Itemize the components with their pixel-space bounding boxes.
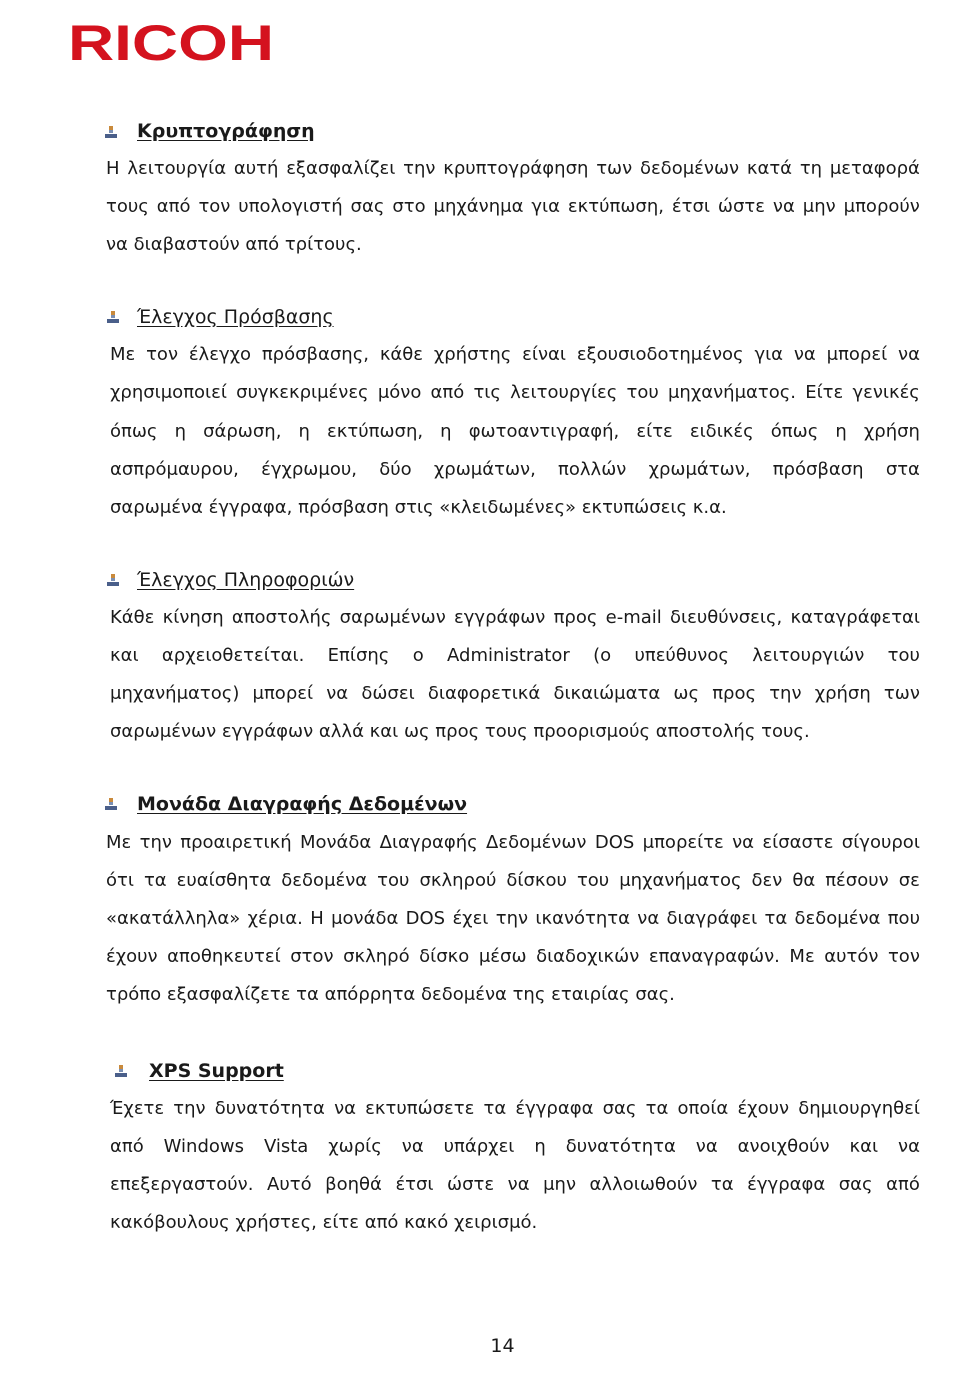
word: συγκεκριμένες (236, 382, 369, 403)
word: για (531, 196, 560, 217)
word: ο (412, 645, 424, 666)
word: έτσι (395, 1174, 434, 1195)
paragraph-line (110, 1097, 920, 1121)
word: από (156, 196, 191, 217)
word: για (754, 344, 784, 365)
word: η (835, 421, 847, 442)
word: διευθύνσεις, (670, 607, 783, 628)
word: μην (543, 1174, 577, 1195)
word: Έχετε (110, 1098, 165, 1119)
word: ευαίσθητα (176, 870, 272, 891)
word: DOS (594, 832, 635, 853)
word: ώστε (717, 196, 765, 217)
word: Διαγραφής (379, 832, 478, 853)
bullet-icon (104, 798, 118, 812)
word: των (596, 158, 633, 179)
section-heading: Μονάδα Διαγραφής Δεδομένων (137, 793, 468, 815)
word: να (732, 832, 755, 853)
word: λειτουργία (127, 158, 227, 179)
paragraph-line (110, 458, 920, 482)
word: τα (143, 870, 167, 891)
word: πέσουν (825, 870, 889, 891)
word: αυτόν (824, 946, 879, 967)
word: προς (553, 607, 598, 628)
word: είτε (636, 421, 673, 442)
word: του (377, 870, 410, 891)
word: μεταφορά (829, 158, 920, 179)
word: δυνατότητα (565, 1136, 676, 1157)
word: κάθε (379, 344, 424, 365)
word: να (326, 683, 349, 704)
word: αυτή (233, 158, 279, 179)
word: μην (802, 196, 836, 217)
word: όπως (110, 421, 158, 442)
word: ως (673, 683, 700, 704)
word: σκληρό (343, 946, 410, 967)
word: χέρια. (247, 908, 303, 929)
word: να (401, 1136, 424, 1157)
word: Η (310, 908, 324, 929)
word: σας (602, 1098, 637, 1119)
word: στο (392, 196, 426, 217)
word: χρήση (814, 683, 871, 704)
paragraph-line (106, 907, 920, 931)
word: κίνηση (162, 607, 224, 628)
word: διαδοχικών (536, 946, 640, 967)
word: Δεδομένων (486, 832, 587, 853)
word: δεδομένων (639, 158, 740, 179)
word: (ο (593, 645, 612, 666)
word: προαιρετική (180, 832, 292, 853)
paragraph-line (110, 1135, 920, 1159)
word: η (174, 421, 187, 442)
paragraph-line (110, 1173, 920, 1197)
word: μέσω (478, 946, 527, 967)
word: Μονάδα (299, 832, 372, 853)
word: χρωμάτων, (433, 459, 536, 480)
word: οποία (677, 1098, 729, 1119)
word: την (139, 832, 172, 853)
paragraph-line (110, 682, 920, 706)
paragraph-line (106, 195, 920, 219)
word: μπορεί (252, 683, 314, 704)
word: Με (110, 344, 136, 365)
word: δεδομένα (281, 870, 368, 891)
word: χρησιμοποιεί (110, 382, 227, 403)
word: έχουν (737, 1098, 790, 1119)
word: μηχάνημα (433, 196, 524, 217)
word: η (440, 421, 452, 442)
word: η (534, 1136, 546, 1157)
word: δυνατότητα (214, 1098, 325, 1119)
word: εξουσιοδοτημένος (576, 344, 744, 365)
word: διαγράφει (666, 908, 758, 929)
word: μηχανήματος. (667, 382, 797, 403)
word: δεν (751, 870, 783, 891)
word: του (626, 382, 659, 403)
word: χρήση (863, 421, 920, 442)
word: σάρωση, (203, 421, 282, 442)
word: επαναγραφών. (648, 946, 780, 967)
word: από (886, 1174, 920, 1195)
ricoh-logo-mark (68, 14, 278, 74)
word: πολλών (558, 459, 627, 480)
paragraph-line: σαρωμένων εγγράφων αλλά και ως προς τους προορισμούς αποστολής τους. (110, 721, 810, 742)
word: μονάδα (331, 908, 399, 929)
word: Administrator (447, 645, 570, 666)
bullet-icon (114, 1065, 128, 1079)
word: τον (887, 946, 920, 967)
word: στον (290, 946, 334, 967)
word: έγγραφα (747, 1174, 826, 1195)
word: καταγράφεται (790, 607, 920, 628)
paragraph-line (106, 831, 920, 855)
ricoh-logo-text: RICOH (68, 15, 274, 71)
paragraph-line: σαρωμένα έγγραφα, πρόσβαση στις «κλειδωμένες» εκτυπώσεις κ.α. (110, 497, 727, 518)
word: υπάρχει (443, 1136, 515, 1157)
paragraph-line (110, 606, 920, 630)
section-heading: XPS Support (149, 1060, 284, 1082)
word: τα (645, 1098, 669, 1119)
word: εγγράφων (454, 607, 546, 628)
bullet-icon (104, 126, 118, 140)
word: και (110, 645, 139, 666)
word: η (298, 421, 310, 442)
word: σε (898, 870, 920, 891)
word: την (495, 908, 529, 929)
word: Windows (163, 1136, 245, 1157)
word: να (507, 1174, 530, 1195)
word: να (898, 1136, 920, 1157)
word: επεξεργαστούν. (110, 1174, 254, 1195)
word: τα (710, 1174, 734, 1195)
word: εκτύπωση, (327, 421, 424, 442)
word: τα (483, 1098, 507, 1119)
word: μπορείτε (642, 832, 724, 853)
word: δικαιώματα (553, 683, 661, 704)
word: μπορεί (826, 344, 888, 365)
paragraph-line: να διαβαστούν από τρίτους. (106, 234, 362, 255)
word: όπως (770, 421, 819, 442)
word: στα (885, 459, 920, 480)
word: να (898, 344, 920, 365)
word: λειτουργίες (510, 382, 618, 403)
word: από (110, 1136, 144, 1157)
paragraph-line (110, 420, 920, 444)
word: έτσι (671, 196, 710, 217)
word: αποστολής (231, 607, 332, 628)
word: πρόσβασης, (261, 344, 369, 365)
word: να (695, 1136, 718, 1157)
word: τη (799, 158, 823, 179)
word: βοηθά (325, 1174, 382, 1195)
bullet-icon (106, 311, 120, 325)
word: υπολογιστή (238, 196, 343, 217)
word: εκτύπωση, (567, 196, 664, 217)
word: κατά (746, 158, 793, 179)
word: δίσκο (419, 946, 470, 967)
section-heading: Έλεγχος Πρόσβασης (137, 306, 334, 328)
word: έγγραφα (515, 1098, 594, 1119)
word: αρχειοθετείται. (161, 645, 305, 666)
paragraph-line (106, 869, 920, 893)
word: κρυπτογράφηση (443, 158, 589, 179)
paragraph-line (106, 157, 920, 181)
section-heading: Έλεγχος Πληροφοριών (137, 569, 355, 591)
word: του (576, 870, 610, 891)
word: που (887, 908, 920, 929)
word: Με (106, 832, 132, 853)
word: θα (792, 870, 816, 891)
word: είναι (522, 344, 566, 365)
word: υπεύθυνος (634, 645, 729, 666)
word: χρήστης (433, 344, 512, 365)
word: φωτοαντιγραφή, (468, 421, 620, 442)
word: e-mail (605, 607, 662, 628)
word: Αυτό (267, 1174, 312, 1195)
word: Vista (263, 1136, 309, 1157)
word: μηχανήματος (619, 870, 742, 891)
word: των (883, 683, 920, 704)
word: Επίσης (327, 645, 390, 666)
word: λειτουργιών (752, 645, 865, 666)
word: έγχρωμου, (261, 459, 357, 480)
word: διαφορετικά (427, 683, 541, 704)
word: πρόσβαση (772, 459, 864, 480)
word: την (769, 683, 802, 704)
word: σας (838, 1174, 873, 1195)
word: εκτυπώσετε (365, 1098, 475, 1119)
word: να (334, 1098, 356, 1119)
paragraph-line: κακόβουλους χρήστες, είτε από κακό χειρισμό. (110, 1212, 538, 1233)
word: γενικές (852, 382, 920, 403)
word: ικανότητα (535, 908, 630, 929)
ricoh-logo (68, 14, 278, 74)
word: τους (106, 196, 149, 217)
paragraph-line (110, 343, 920, 367)
word: την (403, 158, 436, 179)
word: αλλοιωθούν (589, 1174, 698, 1195)
word: μηχανήματος) (110, 683, 240, 704)
paragraph-line (110, 381, 920, 405)
bullet-icon (106, 574, 120, 588)
word: δύο (379, 459, 412, 480)
word: να (637, 908, 660, 929)
page-number: 14 (490, 1335, 515, 1357)
word: δίσκου (506, 870, 567, 891)
word: Κάθε (110, 607, 155, 628)
word: να (772, 196, 795, 217)
word: Είτε (805, 382, 844, 403)
word: τα (764, 908, 788, 929)
word: μπορούν (843, 196, 920, 217)
word: δεδομένα (794, 908, 881, 929)
word: χωρίς (328, 1136, 382, 1157)
word: τον (146, 344, 178, 365)
word: σαρωμένων (339, 607, 446, 628)
word: DOS (405, 908, 446, 929)
word: Με (789, 946, 815, 967)
word: σκληρού (419, 870, 497, 891)
word: του (887, 645, 920, 666)
word: εξασφαλίζει (286, 158, 396, 179)
word: έλεγχο (188, 344, 252, 365)
word: ασπρόμαυρου, (110, 459, 239, 480)
paragraph-line (106, 945, 920, 969)
word: τον (198, 196, 231, 217)
paragraph-line (110, 644, 920, 668)
paragraph-line: τρόπο εξασφαλίζετε τα απόρρητα δεδομένα της εταιρίας σας. (106, 984, 675, 1005)
word: ώστε (447, 1174, 495, 1195)
word: είσαστε (762, 832, 834, 853)
word: σίγουροι (841, 832, 920, 853)
word: έχει (452, 908, 489, 929)
word: από (430, 382, 465, 403)
word: προς (712, 683, 757, 704)
word: τις (473, 382, 501, 403)
word: σας (350, 196, 385, 217)
word: μόνο (377, 382, 422, 403)
word: δώσει (361, 683, 415, 704)
word: αποθηκευτεί (167, 946, 281, 967)
word: ανοιχθούν (737, 1136, 830, 1157)
word: Η (106, 158, 120, 179)
word: έχουν (106, 946, 158, 967)
section-heading: Κρυπτογράφηση (137, 120, 315, 142)
word: και (849, 1136, 879, 1157)
word: δημιουργηθεί (798, 1098, 920, 1119)
word: την (173, 1098, 206, 1119)
word: να (793, 344, 816, 365)
word: ειδικές (689, 421, 754, 442)
word: ότι (106, 870, 134, 891)
word: χρωμάτων, (648, 459, 751, 480)
word: «ακατάλληλα» (106, 908, 241, 929)
